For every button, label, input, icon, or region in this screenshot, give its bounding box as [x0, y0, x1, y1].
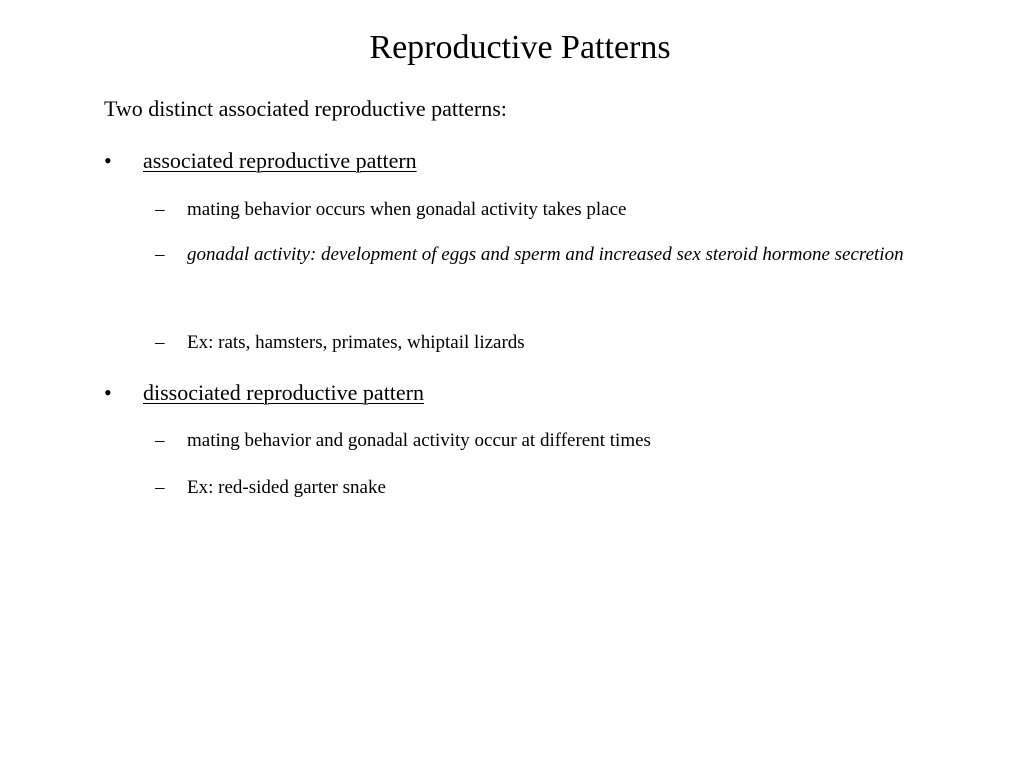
sub-item	[155, 426, 915, 456]
intro-text: Two distinct associated reproductive patterns:	[104, 96, 507, 121]
slide-title: Reproductive Patterns	[369, 29, 671, 66]
bullet-icon: •	[104, 148, 112, 173]
sub-item-text: Ex: rats, hamsters, primates, whiptail lizards	[187, 332, 525, 353]
dash-icon: –	[155, 430, 165, 451]
dash-icon: –	[155, 477, 165, 498]
bullet-heading: associated reproductive pattern	[143, 148, 417, 173]
dash-icon: –	[155, 244, 165, 265]
dash-icon: –	[155, 332, 165, 353]
sub-item	[155, 473, 915, 503]
sub-item-text: mating behavior and gonadal activity occur at different times	[187, 430, 651, 451]
sub-item-text: gonadal activity: development of eggs and sperm and increased sex steroid hormone secretion	[187, 244, 904, 265]
sub-item-text: Ex: red-sided garter snake	[187, 477, 386, 498]
bullet-icon: •	[104, 380, 112, 405]
sub-item	[155, 195, 915, 225]
dash-icon: –	[155, 199, 165, 220]
sub-item-text: mating behavior occurs when gonadal activity takes place	[187, 199, 627, 220]
sub-item	[155, 234, 915, 276]
bullet-heading: dissociated reproductive pattern	[143, 380, 425, 405]
sub-item	[155, 328, 915, 358]
